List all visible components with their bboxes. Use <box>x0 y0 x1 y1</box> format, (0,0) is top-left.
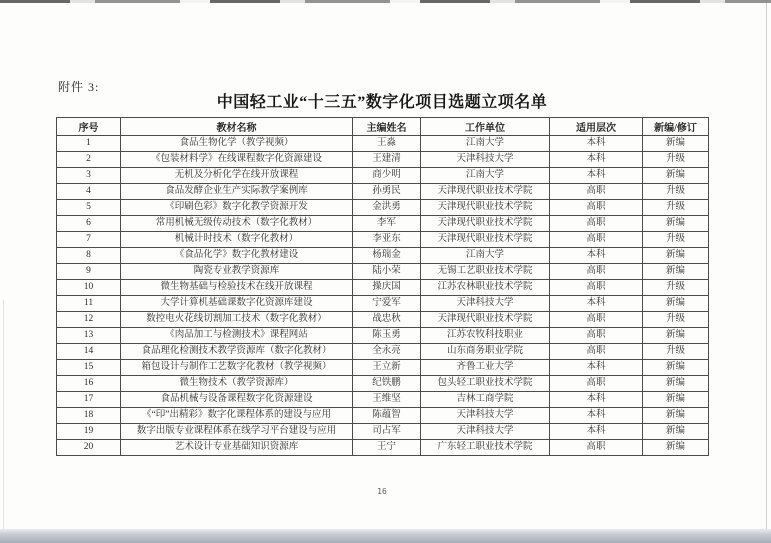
cell-title: 《印刷色彩》数字化教学资源开发 <box>121 200 353 216</box>
cell-status: 升级 <box>643 184 709 200</box>
cell-editor: 金洪勇 <box>353 200 421 216</box>
cell-editor: 纪铁鹏 <box>353 376 421 392</box>
table-row <box>57 376 709 392</box>
cell-unit: 天津现代职业技术学院 <box>421 200 550 216</box>
cell-seq: 14 <box>57 344 121 360</box>
table-row <box>57 232 709 248</box>
col-header-level: 适用层次 <box>550 118 643 136</box>
cell-unit: 山东商务职业学院 <box>421 344 550 360</box>
table-row <box>57 168 709 184</box>
header-row <box>57 118 709 136</box>
cell-title: 无机及分析化学在线开放课程 <box>121 168 353 184</box>
table-row <box>57 216 709 232</box>
cell-status: 新编 <box>643 168 709 184</box>
col-header-title: 教材名称 <box>121 118 353 136</box>
cell-editor: 李军 <box>353 216 421 232</box>
scan-artifact-right-edge <box>766 0 767 543</box>
cell-title: 艺术设计专业基础知识资源库 <box>121 440 353 456</box>
scan-artifact-bottom-band <box>0 529 771 543</box>
cell-title: 大学计算机基础课数字化资源库建设 <box>121 296 353 312</box>
cell-level: 本科 <box>550 392 643 408</box>
cell-title: 箱包设计与制作工艺数字化教材（教学视频） <box>121 360 353 376</box>
attachment-label: 附件 3: <box>58 80 100 94</box>
cell-editor: 杨瑞金 <box>353 248 421 264</box>
cell-editor: 王淼 <box>353 136 421 152</box>
cell-editor: 司占军 <box>353 424 421 440</box>
cell-status: 新编 <box>643 216 709 232</box>
scan-artifact-left-edge <box>3 300 4 540</box>
cell-status: 新编 <box>643 296 709 312</box>
cell-seq: 1 <box>57 136 121 152</box>
cell-seq: 19 <box>57 424 121 440</box>
cell-unit: 吉林工商学院 <box>421 392 550 408</box>
cell-unit: 天津现代职业技术学院 <box>421 312 550 328</box>
cell-editor: 王立新 <box>353 360 421 376</box>
cell-status: 升级 <box>643 344 709 360</box>
cell-title: 食品发酵企业生产实际教学案例库 <box>121 184 353 200</box>
cell-status: 新编 <box>643 424 709 440</box>
cell-level: 本科 <box>550 296 643 312</box>
cell-editor: 陈玉勇 <box>353 328 421 344</box>
cell-unit: 天津现代职业技术学院 <box>421 216 550 232</box>
project-approval-table <box>56 117 709 456</box>
col-header-unit: 工作单位 <box>421 118 550 136</box>
table-row <box>57 328 709 344</box>
cell-unit: 天津现代职业技术学院 <box>421 232 550 248</box>
cell-level: 高职 <box>550 344 643 360</box>
cell-level: 本科 <box>550 424 643 440</box>
cell-seq: 8 <box>57 248 121 264</box>
cell-seq: 20 <box>57 440 121 456</box>
cell-status: 新编 <box>643 408 709 424</box>
cell-editor: 战忠秋 <box>353 312 421 328</box>
cell-unit: 江南大学 <box>421 248 550 264</box>
cell-level: 本科 <box>550 360 643 376</box>
cell-editor: 宁爱军 <box>353 296 421 312</box>
cell-editor: 王建清 <box>353 152 421 168</box>
cell-status: 升级 <box>643 200 709 216</box>
cell-unit: 天津科技大学 <box>421 424 550 440</box>
table-row <box>57 312 709 328</box>
cell-unit: 江苏农牧科技职业 <box>421 328 550 344</box>
cell-level: 本科 <box>550 168 643 184</box>
table-row <box>57 184 709 200</box>
cell-seq: 13 <box>57 328 121 344</box>
cell-level: 高职 <box>550 376 643 392</box>
col-header-seq: 序号 <box>57 118 121 136</box>
cell-title: 食品理化检测技术教学资源库（数字化教材） <box>121 344 353 360</box>
cell-title: 机械计时技术（数字化教材） <box>121 232 353 248</box>
cell-seq: 18 <box>57 408 121 424</box>
cell-unit: 江苏农林职业技术学院 <box>421 280 550 296</box>
cell-unit: 江南大学 <box>421 136 550 152</box>
cell-title: 《食品化学》数字化教材建设 <box>121 248 353 264</box>
cell-seq: 6 <box>57 216 121 232</box>
cell-editor: 李亚东 <box>353 232 421 248</box>
page-number: 16 <box>377 487 387 496</box>
table-row <box>57 200 709 216</box>
cell-editor: 商少明 <box>353 168 421 184</box>
cell-level: 本科 <box>550 408 643 424</box>
cell-title: 食品机械与设备课程数字化资源建设 <box>121 392 353 408</box>
table-row <box>57 296 709 312</box>
cell-editor: 操庆国 <box>353 280 421 296</box>
cell-unit: 江南大学 <box>421 168 550 184</box>
cell-title: 常用机械无级传动技术（数字化教材） <box>121 216 353 232</box>
table-row <box>57 360 709 376</box>
cell-editor: 陈蕴智 <box>353 408 421 424</box>
cell-seq: 5 <box>57 200 121 216</box>
cell-editor: 王宁 <box>353 440 421 456</box>
cell-level: 本科 <box>550 136 643 152</box>
cell-seq: 3 <box>57 168 121 184</box>
cell-status: 升级 <box>643 152 709 168</box>
cell-title: 微生物技术（教学资源库） <box>121 376 353 392</box>
cell-title: 食品生物化学（教学视频） <box>121 136 353 152</box>
cell-status: 新编 <box>643 264 709 280</box>
table-row <box>57 392 709 408</box>
cell-unit: 天津科技大学 <box>421 296 550 312</box>
cell-title: 数控电火花线切割加工技术（数字化教材） <box>121 312 353 328</box>
cell-level: 高职 <box>550 328 643 344</box>
cell-level: 高职 <box>550 264 643 280</box>
cell-title: 微生物基础与检验技术在线开放课程 <box>121 280 353 296</box>
cell-unit: 天津现代职业技术学院 <box>421 184 550 200</box>
cell-title: 《肉品加工与检测技术》课程网站 <box>121 328 353 344</box>
cell-seq: 17 <box>57 392 121 408</box>
table-row <box>57 424 709 440</box>
cell-status: 新编 <box>643 248 709 264</box>
cell-seq: 10 <box>57 280 121 296</box>
col-header-status: 新编/修订 <box>643 118 709 136</box>
cell-seq: 16 <box>57 376 121 392</box>
cell-unit: 天津科技大学 <box>421 408 550 424</box>
cell-level: 高职 <box>550 312 643 328</box>
cell-seq: 11 <box>57 296 121 312</box>
cell-unit: 无锡工艺职业技术学院 <box>421 264 550 280</box>
table-row <box>57 136 709 152</box>
table-row <box>57 440 709 456</box>
cell-unit: 包头轻工职业技术学院 <box>421 376 550 392</box>
table-row <box>57 152 709 168</box>
cell-seq: 9 <box>57 264 121 280</box>
cell-editor: 王维坚 <box>353 392 421 408</box>
cell-status: 升级 <box>643 232 709 248</box>
cell-level: 高职 <box>550 280 643 296</box>
cell-editor: 陆小荣 <box>353 264 421 280</box>
cell-level: 高职 <box>550 216 643 232</box>
cell-status: 新编 <box>643 328 709 344</box>
cell-status: 新编 <box>643 376 709 392</box>
cell-editor: 孙勇民 <box>353 184 421 200</box>
cell-title: 《“印”出精彩》数字化课程体系的建设与应用 <box>121 408 353 424</box>
cell-seq: 12 <box>57 312 121 328</box>
cell-level: 高职 <box>550 200 643 216</box>
cell-title: 数字出版专业课程体系在线学习平台建设与应用 <box>121 424 353 440</box>
cell-status: 新编 <box>643 136 709 152</box>
cell-status: 升级 <box>643 312 709 328</box>
document-title: 中国轻工业“十三五”数字化项目选题立项名单 <box>216 94 548 111</box>
cell-status: 升级 <box>643 280 709 296</box>
table-row <box>57 344 709 360</box>
cell-level: 本科 <box>550 248 643 264</box>
cell-level: 本科 <box>550 152 643 168</box>
cell-status: 新编 <box>643 392 709 408</box>
cell-seq: 7 <box>57 232 121 248</box>
cell-level: 高职 <box>550 440 643 456</box>
cell-seq: 4 <box>57 184 121 200</box>
cell-unit: 天津科技大学 <box>421 152 550 168</box>
table-row <box>57 280 709 296</box>
table-row <box>57 408 709 424</box>
cell-status: 新编 <box>643 440 709 456</box>
cell-seq: 2 <box>57 152 121 168</box>
cell-status: 新编 <box>643 360 709 376</box>
cell-unit: 齐鲁工业大学 <box>421 360 550 376</box>
table-row <box>57 264 709 280</box>
cell-level: 高职 <box>550 232 643 248</box>
cell-seq: 15 <box>57 360 121 376</box>
cell-editor: 全永亮 <box>353 344 421 360</box>
scan-artifact-top-edge <box>0 0 771 3</box>
table-row <box>57 248 709 264</box>
col-header-editor: 主编姓名 <box>353 118 421 136</box>
cell-title: 《包装材料学》在线课程数字化资源建设 <box>121 152 353 168</box>
cell-unit: 广东轻工职业技术学院 <box>421 440 550 456</box>
cell-level: 高职 <box>550 184 643 200</box>
cell-title: 陶瓷专业教学资源库 <box>121 264 353 280</box>
